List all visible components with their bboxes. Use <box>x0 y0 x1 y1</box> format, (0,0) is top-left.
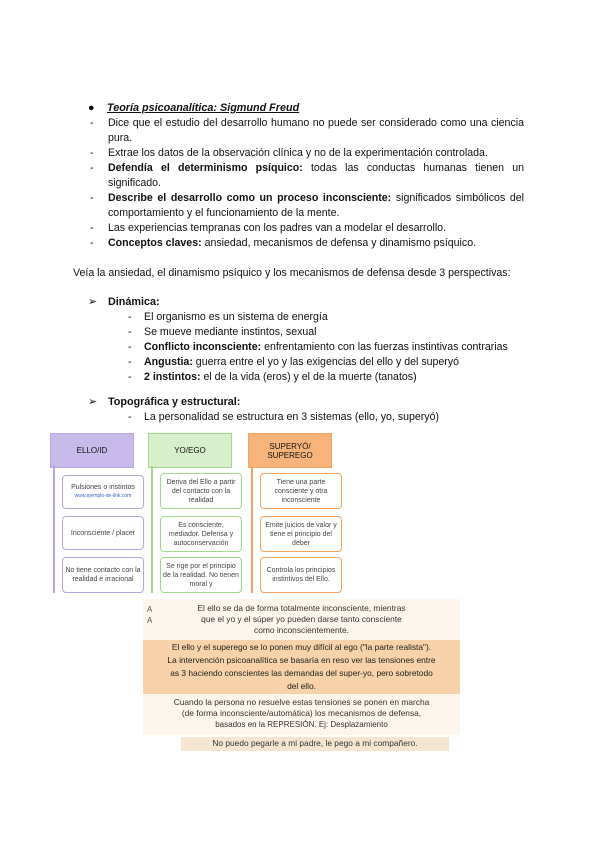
note-line: (de forma inconsciente/automática) los mecanismos de defensa, <box>181 708 422 718</box>
dash-marker: - <box>128 411 132 423</box>
intro-paragraph: Veía la ansiedad, el dinamismo psíquico y los mecanismos de defensa desde 3 perspectivas: <box>73 267 511 279</box>
dash-marker: - <box>128 356 132 368</box>
ello-card-text: Pulsiones o instintos <box>71 484 135 491</box>
note-line: as 3 haciendo conscientes las demandas del super-yo, pero sobretodo <box>170 668 433 678</box>
item-text: guerra entre el yo y las exigencias del ello y del superyó <box>192 356 460 368</box>
note-line: El ello y el superego se lo ponen muy difícil al ego ("la parte realista"). <box>171 642 432 652</box>
item-text: el de la vida (eros) y el de la muerte (tanatos) <box>200 371 417 383</box>
ello-card: Inconsciente / placer <box>62 516 144 550</box>
item-bold-text: Conceptos claves: <box>108 237 202 249</box>
yo-line <box>151 466 153 593</box>
list-item <box>88 161 524 191</box>
list-item <box>128 410 439 425</box>
item-text: La personalidad se estructura en 3 sistemas (ello, yo, superyó) <box>144 411 440 423</box>
dash-marker: - <box>128 341 132 353</box>
item-text: El organismo es un sistema de energía <box>144 311 328 323</box>
note-line: basados en la REPRESIÓN. Ej: Desplazamiento <box>215 720 388 729</box>
dash-marker: - <box>90 237 94 249</box>
side-mark: A <box>147 616 153 625</box>
example-box <box>181 737 449 751</box>
arrow-icon: ➢ <box>88 296 98 308</box>
ello-card: No tiene contacto con la realidad e irracional <box>62 557 144 593</box>
section-dinamica-title: Dinámica: <box>108 296 160 308</box>
list-item <box>128 355 508 370</box>
yo-card: Se rige por el principio de la realidad. No tienen moral y <box>160 557 242 593</box>
dash-marker: - <box>90 222 94 234</box>
title-text: Teoría psicoanalítica: Sigmund Freud <box>107 102 300 114</box>
list-item <box>128 325 508 340</box>
dash-marker: - <box>90 192 94 204</box>
list-item <box>88 236 524 251</box>
ello-card <box>62 475 144 509</box>
item-bold-text: Angustia: <box>144 356 193 368</box>
list-item <box>128 340 508 355</box>
item-text: Se mueve mediante instintos, sexual <box>144 326 317 338</box>
yo-card: Deriva del Ello a partir del contacto con la realidad <box>160 473 242 509</box>
item-text: Dice que el estudio del desarrollo humano no puede ser considerado como una ciencia pura. <box>108 117 524 144</box>
list-item <box>88 191 524 221</box>
item-bold-text: 2 instintos: <box>144 371 201 383</box>
dash-marker: - <box>90 162 94 174</box>
highlight-box <box>143 640 460 694</box>
ello-card-link: www.ejemplo-de-link.com <box>74 493 132 499</box>
item-bold-text: Describe el desarrollo como un proceso inconsciente: <box>108 192 392 204</box>
item-text: Las experiencias tempranas con los padres van a modelar el desarrollo. <box>108 222 447 234</box>
note-line: como inconscientemente. <box>254 625 349 635</box>
note-line: La intervención psicoanalítica se basaría en reso ver las tensiones entre <box>167 655 436 665</box>
ello-header: ELLO/ID <box>50 433 134 468</box>
list-item <box>88 221 524 236</box>
section-topografica-title: Topográfica y estructural: <box>108 396 241 408</box>
dash-marker: - <box>90 117 94 129</box>
point-list <box>88 116 524 251</box>
item-text: todas las conductas humanas tienen un significado. <box>108 162 525 189</box>
item-text: Extrae los datos de la observación clínica y no de la experimentación controlada. <box>108 147 488 159</box>
arrow-icon: ➢ <box>88 396 98 408</box>
bullet-icon: ● <box>88 102 95 114</box>
dash-marker: - <box>90 147 94 159</box>
note-line: que el yo y el súper yo pueden darse tanto consciente <box>201 614 402 624</box>
list-item <box>88 116 524 146</box>
dash-marker: - <box>128 311 132 323</box>
list-item <box>88 146 524 161</box>
dash-marker: - <box>128 371 132 383</box>
notes-image <box>143 599 460 735</box>
superyo-card: Controla los principios instintivos del Ello. <box>260 557 342 593</box>
superyo-card: Tiene una parte consciente y otra inconsciente <box>260 473 342 509</box>
item-text: significados simbólicos del comportamiento y el funcionamiento de la mente. <box>108 192 524 219</box>
yo-card: Es consciente, mediador. Defensa y autoconservación <box>160 516 242 552</box>
side-mark: A <box>147 605 153 614</box>
note-line: Cuando la persona no resuelve estas tensiones se ponen en marcha <box>173 697 430 707</box>
yo-header: YO/EGO <box>148 433 232 468</box>
item-text: ansiedad, mecanismos de defensa y dinamismo psíquico. <box>201 237 477 249</box>
note-line: El ello se da de forma totalmente inconsciente, mientras <box>197 603 406 613</box>
superyo-header: SUPERYÓ/ SUPEREGO <box>248 433 332 468</box>
list-item <box>128 370 508 385</box>
dinamica-list <box>128 310 508 385</box>
dash-marker: - <box>128 326 132 338</box>
ello-line <box>53 466 55 593</box>
topografica-list <box>128 410 439 425</box>
note-line: del ello. <box>287 681 316 691</box>
item-bold-text: Conflicto inconsciente: <box>144 341 262 353</box>
item-bold-text: Defendía el determinismo psíquico: <box>108 162 303 174</box>
structure-diagram <box>48 433 348 593</box>
item-text: enfrentamiento con las fuerzas instintivas contrarias <box>261 341 508 353</box>
superyo-line <box>251 466 253 593</box>
superyo-card: Emite juicios de valor y tiene el principio del deber <box>260 516 342 552</box>
list-item <box>128 310 508 325</box>
example-text: No puedo pegarle a mi padre, le pego a mi compañero. <box>212 738 418 748</box>
